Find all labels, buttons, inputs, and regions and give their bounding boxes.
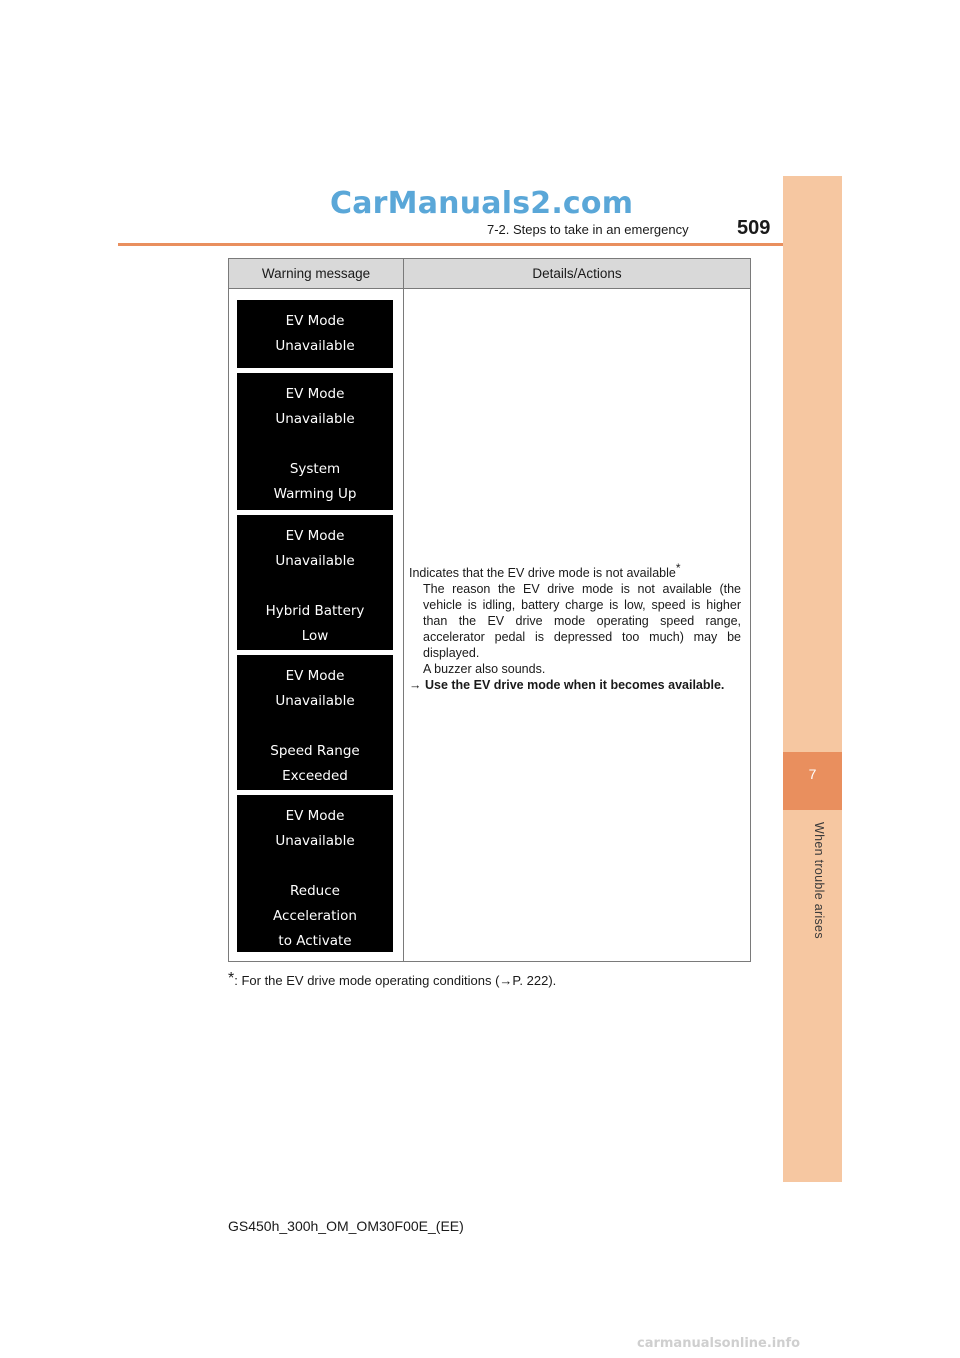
details-text (404, 560, 750, 693)
display-line: EV Mode (285, 386, 345, 402)
chapter-number: 7 (808, 766, 817, 782)
warning-display-hybrid-battery-low (237, 515, 393, 650)
footnote-text: : For the EV drive mode operating conditions (→P. 222). (234, 973, 557, 988)
footnote-marker: * (228, 970, 235, 987)
display-line: Reduce (290, 883, 340, 899)
display-line: Unavailable (275, 338, 355, 354)
table-header-row (229, 259, 751, 289)
warning-messages-cell (229, 289, 404, 962)
display-line: Acceleration (273, 908, 357, 924)
display-line: to Activate (278, 933, 352, 949)
display-line: Unavailable (275, 833, 355, 849)
details-actions-cell (404, 289, 751, 962)
column-header-warning-message: Warning message (229, 259, 404, 289)
display-line: Warming Up (273, 486, 357, 502)
chapter-side-tab (783, 176, 842, 1182)
display-line: Unavailable (275, 693, 355, 709)
footnote (228, 970, 556, 988)
warning-display-reduce-acceleration (237, 795, 393, 952)
details-action: → Use the EV drive mode when it becomes available. (409, 678, 725, 692)
chapter-label: When trouble arises (812, 822, 826, 939)
page-number: 509 (737, 217, 771, 239)
watermark-logo: CarManuals2.com (330, 186, 634, 221)
section-title: 7-2. Steps to take in an emergency (487, 222, 689, 237)
display-line: EV Mode (285, 668, 345, 684)
display-line: System (289, 461, 341, 477)
display-line: Hybrid Battery (265, 603, 365, 619)
details-reason: The reason the EV drive mode is not available (the vehicle is idling, battery charge is low, speed is higher than the EV drive mode operating speed range, accelerator pedal is depressed too much) may be displayed. (423, 582, 741, 660)
watermark-footer: carmanualsonline.info (637, 1336, 801, 1351)
display-line: EV Mode (285, 313, 345, 329)
display-line: EV Mode (285, 528, 345, 544)
display-line: Unavailable (275, 411, 355, 427)
display-line: Low (301, 628, 329, 644)
display-line: Unavailable (275, 553, 355, 569)
table-row (229, 289, 751, 962)
document-code: GS450h_300h_OM_OM30F00E_(EE) (228, 1218, 464, 1234)
display-line: Speed Range (270, 743, 360, 759)
details-intro: Indicates that the EV drive mode is not available* (409, 561, 681, 580)
warning-display-speed-range-exceeded (237, 655, 393, 790)
footnote-marker: * (675, 561, 681, 575)
warning-message-table (228, 258, 751, 962)
warning-display-system-warming-up (237, 373, 393, 510)
header-divider (118, 243, 842, 246)
warning-display-ev-mode-unavailable (237, 300, 393, 368)
display-line: EV Mode (285, 808, 345, 824)
details-buzzer: A buzzer also sounds. (423, 662, 546, 676)
column-header-details-actions: Details/Actions (404, 259, 751, 289)
display-line: Exceeded (282, 768, 348, 784)
arrow-icon: → (409, 678, 422, 692)
